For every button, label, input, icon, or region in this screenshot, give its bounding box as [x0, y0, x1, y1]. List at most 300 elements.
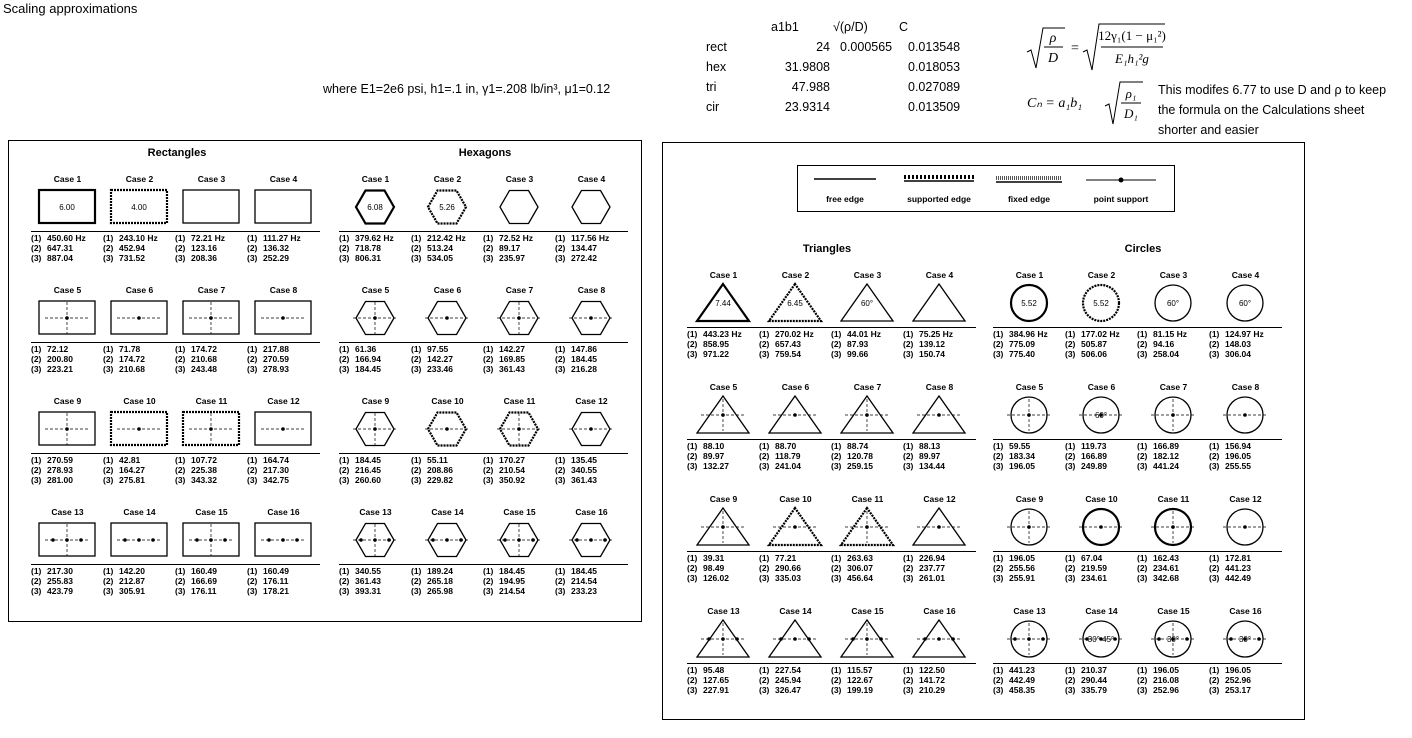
frequency-value: 290.66	[775, 563, 801, 573]
frequency-value: 89.97	[703, 451, 725, 461]
frequency-value: 119.73	[1081, 441, 1107, 451]
frequency-value: 223.21	[47, 364, 73, 374]
f2-lhs: Cₙ = a₁b₁	[1027, 96, 1083, 111]
frequency-value: 184.45	[571, 354, 597, 364]
shape-dimension: 60°	[860, 299, 874, 308]
legend-label: supported edge	[907, 194, 971, 204]
frequency-value: 162.43	[1153, 553, 1179, 563]
frequency-value: 505.87	[1081, 339, 1107, 349]
shape-dimension: 6.45	[787, 299, 803, 308]
case-label: Case 8	[577, 285, 606, 295]
row-a1b1: 24	[816, 40, 830, 54]
case-label: Case 9	[709, 494, 738, 504]
case-label: Case 6	[433, 285, 462, 295]
case-label: Case 7	[853, 382, 882, 392]
frequency-value: 42.81	[119, 455, 141, 465]
case-label: Case 5	[1015, 382, 1044, 392]
frequency-value: 718.78	[355, 243, 381, 253]
frequency-value: 214.54	[571, 576, 597, 586]
case-label: Case 8	[269, 285, 298, 295]
row-a1b1: 47.988	[791, 80, 830, 94]
shape-dimension: 5.26	[439, 203, 455, 212]
frequency-value: 229.82	[427, 475, 453, 485]
case-label: Case 1	[1015, 270, 1044, 280]
frequency-value: 166.89	[1153, 441, 1179, 451]
frequency-value: 134.47	[571, 243, 597, 253]
frequency-value: 278.93	[263, 364, 289, 374]
header-c: C	[899, 20, 909, 34]
legend-label: point support	[1093, 194, 1149, 204]
case-label: Case 4	[1231, 270, 1260, 280]
frequency-value: 217.88	[263, 344, 289, 354]
frequency-value: 255.55	[1225, 461, 1251, 471]
rect-hex-panel: Rectangles Hexagons Case 1 6.00 (1) 450.60 Hz (2) 647.31 (3) 887.04 Case 2 4.00 (1) 243.10 Hz (2) 452.94 (3) 731.52 Case 3 (1) 72.21 Hz (2) 123.16 (3) 208.36 Case 4 (1) 111.27 Hz (2) 136.32 (3) 252.29 Case 5 (1) 72.12 (2) 200.80 (3) 223.21 Case 6 (1) 71.78 (2) 174.72 (3) 210.68 Case 7 (1) 174.72 (2) 210.68 (3) 243.48 Case 8 (1) 217.88 (2) 270.59 (3) 278.93 Case 9 (1) 270.59 (2) 278.93 (3) 281.00 Case 10 (1) 42.81 (2) 164.27 (3) 275.81 Case 11 (1) 107.72 (2) 225.38 (3) 343.32 Case 12 (1) 164.74 (2) 217.30 (3) 342.75 Case 13 (1) 217.30 (2) 255.83 (3) 423.79 Case 14 (1) 142.20 (2) 212.87 (3) 305.91 Case 15 (1) 160.49 (2) 166.69 (3) 176.11 Case 16 (1) 160.49 (2) 176.11 (3) 178.21 Case 1 6.08 (1) 379.62 Hz (2) 718.78 (3) 806.31 Case 2 5.26 (1) 212.42 Hz (2) 513.24 (3) 534.05 Case 3 (1) 72.52 Hz (2) 89.17 (3) 235.97 Case 4 (1) 117.56 Hz (2) 134.47 (3) 272.42 Case 5 (1) 61.36 (2) 166.94 (3) 184.45 Case 6 (1) 97.55 (2) 142.27 (3) 233.46 Case 7 (1) 142.27 (2) 169.85 (3) 361.43 Case 8 (1) 147.86 (2) 184.45 (3) 216.28 Case 9 (1) 184.45 (2) 216.45 (3) 260.60 Case 10 (1) 55.11 (2) 208.86 (3) 229.82 Case 11 (1) 170.27 (2) 210.54 (3) 350.92 Case 12 (1) 135.45 (2) 340.55 (3) 361.43 Case 13 (1) 340.55 (2) 361.43 (3) 393.31 Case 14 (1) 189.24 (2) 265.18 (3) 265.98 Case 15 (1) 184.45 (2) 194.95 (3) 214.54 Case 16 (1) 184.45 (2) 214.54 (3) 233.23	[8, 140, 642, 622]
frequency-value: 89.97	[919, 451, 941, 461]
frequency-value: 261.01	[919, 573, 945, 583]
frequency-value: 450.60 Hz	[47, 233, 86, 243]
frequency-value: 775.40	[1009, 349, 1035, 359]
frequency-value: 111.27 Hz	[263, 233, 301, 243]
f2-den: D₁	[1124, 106, 1138, 121]
frequency-value: 858.95	[703, 339, 729, 349]
frequency-value: 88.74	[847, 441, 869, 451]
frequency-value: 210.54	[499, 465, 525, 475]
case-label: Case 15	[195, 507, 228, 517]
frequency-value: 361.43	[499, 364, 525, 374]
frequency-value: 252.29	[263, 253, 289, 263]
row-sqrt: 0.000565	[840, 40, 893, 54]
frequency-value: 442.49	[1225, 573, 1251, 583]
frequency-value: 260.60	[355, 475, 381, 485]
case-label: Case 14	[123, 507, 156, 517]
frequency-value: 255.56	[1009, 563, 1035, 573]
case-label: Case 10	[779, 494, 812, 504]
frequency-value: 212.42 Hz	[427, 233, 466, 243]
case-label: Case 12	[575, 396, 608, 406]
case-label: Case 7	[505, 285, 534, 295]
frequency-value: 806.31	[355, 253, 381, 263]
row-a1b1: 23.9314	[784, 100, 830, 114]
frequency-value: 245.94	[775, 675, 801, 685]
frequency-value: 147.86	[571, 344, 597, 354]
case-label: Case 5	[361, 285, 390, 295]
frequency-value: 335.03	[775, 573, 801, 583]
case-label: Case 3	[853, 270, 882, 280]
frequency-value: 196.05	[1153, 665, 1179, 675]
frequency-value: 160.49	[191, 566, 217, 576]
frequency-value: 174.72	[119, 354, 145, 364]
case-label: Case 12	[923, 494, 956, 504]
case-label: Case 12	[1229, 494, 1262, 504]
case-label: Case 12	[267, 396, 300, 406]
case-label: Case 9	[1015, 494, 1044, 504]
frequency-value: 456.64	[847, 573, 873, 583]
frequency-value: 120.78	[847, 451, 873, 461]
frequency-value: 132.27	[703, 461, 729, 471]
frequency-value: 71.78	[119, 344, 141, 354]
case-label: Case 11	[851, 494, 884, 504]
frequency-value: 141.72	[919, 675, 945, 685]
frequency-value: 196.05	[1009, 461, 1035, 471]
frequency-value: 731.52	[119, 253, 145, 263]
frequency-value: 278.93	[47, 465, 73, 475]
frequency-value: 172.81	[1225, 553, 1251, 563]
case-label: Case 4	[269, 174, 298, 184]
shape-dimension: 60°	[1166, 299, 1180, 308]
frequency-value: 156.94	[1225, 441, 1251, 451]
frequency-value: 441.24	[1153, 461, 1179, 471]
frequency-value: 227.54	[775, 665, 801, 675]
case-label: Case 3	[1159, 270, 1188, 280]
frequency-value: 135.45	[571, 455, 597, 465]
case-label: Case 13	[51, 507, 84, 517]
frequency-value: 122.50	[919, 665, 945, 675]
edge-legend	[797, 165, 1175, 212]
frequency-value: 59.55	[1009, 441, 1031, 451]
case-label: Case 11	[503, 396, 536, 406]
frequency-value: 176.11	[263, 576, 289, 586]
case-label: Case 10	[431, 396, 464, 406]
frequency-value: 241.04	[775, 461, 801, 471]
frequency-value: 142.20	[119, 566, 145, 576]
legend-label: free edge	[826, 194, 864, 204]
f1-lhs-den: D	[1047, 51, 1059, 66]
frequency-value: 176.11	[191, 586, 217, 596]
row-c: 0.027089	[908, 80, 961, 94]
case-label: Case 2	[125, 174, 154, 184]
case-label: Case 14	[1085, 606, 1118, 616]
frequency-value: 270.59	[263, 354, 289, 364]
case-label: Case 6	[781, 382, 810, 392]
case-label: Case 5	[53, 285, 82, 295]
case-label: Case 2	[433, 174, 462, 184]
frequency-value: 305.91	[119, 586, 145, 596]
frequency-value: 115.57	[847, 665, 873, 675]
formula-frequency-coefficient	[1025, 78, 1150, 128]
shape-dimension: 6.00	[59, 203, 75, 212]
frequency-value: 243.10 Hz	[119, 233, 158, 243]
f2-num: ρ₁	[1125, 86, 1137, 101]
case-label: Case 3	[505, 174, 534, 184]
case-label: Case 13	[1013, 606, 1046, 616]
where-text: where E1=2e6 psi, h1=.1 in, γ1=.208 lb/in³, μ1=0.12	[323, 82, 611, 96]
frequency-value: 216.28	[571, 364, 597, 374]
frequency-value: 340.55	[355, 566, 381, 576]
case-label: Case 2	[781, 270, 810, 280]
case-label: Case 5	[709, 382, 738, 392]
frequency-value: 166.94	[355, 354, 381, 364]
frequency-value: 243.48	[191, 364, 217, 374]
frequency-value: 183.34	[1009, 451, 1035, 461]
case-label: Case 9	[361, 396, 390, 406]
frequency-value: 443.23 Hz	[703, 329, 742, 339]
frequency-value: 225.38	[191, 465, 217, 475]
panel-title-rectangles: Rectangles	[147, 147, 207, 159]
case-label: Case 11	[195, 396, 228, 406]
panel-title-triangles: Triangles	[802, 243, 852, 255]
frequency-value: 217.30	[263, 465, 289, 475]
frequency-value: 647.31	[47, 243, 73, 253]
frequency-value: 61.36	[355, 344, 377, 354]
frequency-value: 506.06	[1081, 349, 1107, 359]
frequency-value: 216.45	[355, 465, 381, 475]
frequency-value: 164.27	[119, 465, 145, 475]
case-label: Case 7	[197, 285, 226, 295]
frequency-value: 290.44	[1081, 675, 1107, 685]
frequency-value: 265.18	[427, 576, 453, 586]
case-label: Case 10	[1085, 494, 1118, 504]
frequency-value: 200.80	[47, 354, 73, 364]
legend-supported-edge	[894, 172, 984, 204]
legend-fixed-edge	[984, 172, 1074, 204]
frequency-value: 94.16	[1153, 339, 1175, 349]
legend-point-support	[1076, 172, 1166, 204]
frequency-value: 174.72	[191, 344, 217, 354]
frequency-value: 148.03	[1225, 339, 1251, 349]
frequency-value: 142.27	[499, 344, 525, 354]
frequency-value: 89.17	[499, 243, 521, 253]
frequency-value: 127.65	[703, 675, 729, 685]
frequency-value: 252.96	[1153, 685, 1179, 695]
frequency-value: 208.86	[427, 465, 453, 475]
tri-cir-panel: Triangles Circles Case 1 7.44 (1) 443.23 Hz (2) 858.95 (3) 971.22 Case 2 6.45 (1) 270.02 Hz (2) 657.43 (3) 759.54 Case 3 60° (1) 44.01 Hz (2) 87.93 (3) 99.66 Case 4 (1) 75.25 Hz (2) 139.12 (3) 150.74 Case 5 (1) 88.10 (2) 89.97 (3) 132.27 Case 6 (1) 88.70 (2) 118.79 (3) 241.04 Case 7 (1) 88.74 (2) 120.78 (3) 259.15 Case 8 (1) 88.13 (2) 89.97 (3) 134.44 Case 9 (1) 39.31 (2) 98.49 (3) 126.02 Case 10 (1) 77.21 (2) 290.66 (3) 335.03 Case 11 (1) 263.63 (2) 306.07 (3) 456.64 Case 12 (1) 226.94 (2) 237.77 (3) 261.01 Case 13 (1) 95.48 (2) 127.65 (3) 227.91 Case 14 (1) 227.54 (2) 245.94 (3) 326.47 Case 15 (1) 115.57 (2) 122.67 (3) 199.19 Case 16 (1) 122.50 (2) 141.72 (3) 210.29 Case 1 5.52 (1) 384.96 Hz (2) 775.09 (3) 775.40 Case 2 5.52 (1) 177.02 Hz (2) 505.87 (3) 506.06 Case 3 60° (1) 81.15 Hz (2) 94.16 (3) 258.04 Case 4 60° (1) 124.97 Hz (2) 148.03 (3) 306.04 Case 5 (1) 59.55 (2) 183.34 (3) 196.05 Case 6 60° (1) 119.73 (2) 166.89 (3) 249.89 Case 7 (1) 166.89 (2) 182.12 (3) 441.24 Case 8 (1) 156.94 (2) 196.05 (3) 255.55 Case 9 (1) 196.05 (2) 255.56 (3) 255.91 Case 10 (1) 67.04 (2) 219.59 (3) 234.61 Case 11 (1) 162.43 (2) 234.61 (3) 342.68 Case 12 (1) 172.81 (2) 441.23 (3) 442.49 Case 13 (1) 441.23 (2) 442.49 (3) 458.35 Case 14 30° 45° (1) 210.37 (2) 290.44 (3) 335.79 Case 15 30° (1) 196.05 (2) 216.08 (3) 252.96 Case 16 30° (1) 196.05 (2) 252.96 (3) 253.17	[662, 142, 1305, 720]
frequency-value: 259.15	[847, 461, 873, 471]
frequency-value: 258.04	[1153, 349, 1179, 359]
frequency-value: 123.16	[191, 243, 217, 253]
frequency-value: 263.63	[847, 553, 873, 563]
case-label: Case 10	[123, 396, 156, 406]
frequency-value: 281.00	[47, 475, 73, 485]
frequency-value: 775.09	[1009, 339, 1035, 349]
case-label: Case 15	[1157, 606, 1190, 616]
frequency-value: 306.07	[847, 563, 873, 573]
case-label: Case 14	[779, 606, 812, 616]
case-label: Case 15	[503, 507, 536, 517]
frequency-value: 189.24	[427, 566, 453, 576]
note-text: This modifes 6.77 to use D and ρ to keep the formula on the Calculations sheet shorter and easier	[1158, 83, 1387, 137]
frequency-value: 452.94	[119, 243, 145, 253]
frequency-value: 343.32	[191, 475, 217, 485]
frequency-value: 384.96 Hz	[1009, 329, 1048, 339]
frequency-value: 88.13	[919, 441, 941, 451]
case-label: Case 11	[1157, 494, 1190, 504]
f1-lhs-num: ρ	[1049, 31, 1057, 46]
case-label: Case 8	[925, 382, 954, 392]
frequency-value: 136.32	[263, 243, 289, 253]
frequency-value: 441.23	[1009, 665, 1035, 675]
case-label: Case 6	[125, 285, 154, 295]
frequency-value: 275.81	[119, 475, 145, 485]
frequency-value: 442.49	[1009, 675, 1035, 685]
frequency-value: 55.11	[427, 455, 448, 465]
row-label: rect	[706, 40, 727, 54]
frequency-value: 210.37	[1081, 665, 1107, 675]
svg-text:=: =	[1071, 41, 1079, 56]
row-a1b1: 31.9808	[784, 60, 830, 74]
frequency-value: 150.74	[919, 349, 945, 359]
case-label: Case 1	[709, 270, 738, 280]
frequency-value: 107.72	[191, 455, 217, 465]
case-label: Case 16	[575, 507, 608, 517]
frequency-value: 212.87	[119, 576, 145, 586]
frequency-value: 270.59	[47, 455, 73, 465]
frequency-value: 234.61	[1153, 563, 1179, 573]
row-label: tri	[706, 80, 717, 94]
frequency-value: 184.45	[499, 566, 525, 576]
frequency-value: 226.94	[919, 553, 945, 563]
case-label: Case 1	[53, 174, 82, 184]
frequency-value: 77.21	[775, 553, 797, 563]
frequency-value: 81.15 Hz	[1153, 329, 1188, 339]
legend-label: fixed edge	[1007, 194, 1051, 204]
frequency-value: 166.69	[191, 576, 217, 586]
frequency-value: 97.55	[427, 344, 449, 354]
frequency-value: 971.22	[703, 349, 729, 359]
frequency-value: 99.66	[847, 349, 869, 359]
frequency-value: 335.79	[1081, 685, 1107, 695]
panel-title-hexagons: Hexagons	[458, 147, 512, 159]
frequency-value: 233.46	[427, 364, 453, 374]
shape-dimension: 6.08	[367, 203, 383, 212]
frequency-value: 216.08	[1153, 675, 1179, 685]
formula-density-stiffness	[1025, 22, 1175, 74]
frequency-value: 441.23	[1225, 563, 1251, 573]
frequency-value: 423.79	[47, 586, 73, 596]
frequency-value: 177.02 Hz	[1081, 329, 1120, 339]
shape-dimension: 5.52	[1021, 299, 1037, 308]
frequency-value: 164.74	[263, 455, 289, 465]
frequency-value: 306.04	[1225, 349, 1251, 359]
frequency-value: 252.96	[1225, 675, 1251, 685]
case-label: Case 16	[1229, 606, 1262, 616]
frequency-value: 72.52 Hz	[499, 233, 534, 243]
case-label: Case 6	[1087, 382, 1116, 392]
frequency-value: 265.98	[427, 586, 453, 596]
frequency-value: 255.83	[47, 576, 73, 586]
frequency-value: 272.42	[571, 253, 597, 263]
frequency-value: 95.48	[703, 665, 725, 675]
shape-dimension: 5.52	[1093, 299, 1109, 308]
header-sqrt: √(ρ/D)	[833, 20, 868, 34]
frequency-value: 657.43	[775, 339, 801, 349]
frequency-value: 75.25 Hz	[919, 329, 954, 339]
frequency-value: 210.29	[919, 685, 945, 695]
frequency-value: 219.59	[1081, 563, 1107, 573]
frequency-value: 178.21	[263, 586, 289, 596]
frequency-value: 124.97 Hz	[1225, 329, 1264, 339]
frequency-value: 253.17	[1225, 685, 1251, 695]
shape-dimension: 60°	[1094, 411, 1108, 420]
frequency-value: 208.36	[191, 253, 217, 263]
case-label: Case 4	[925, 270, 954, 280]
case-label: Case 16	[923, 606, 956, 616]
frequency-value: 249.89	[1081, 461, 1107, 471]
frequency-value: 39.31	[703, 553, 725, 563]
frequency-value: 139.12	[919, 339, 945, 349]
frequency-value: 184.45	[571, 566, 597, 576]
frequency-value: 182.12	[1153, 451, 1179, 461]
frequency-value: 67.04	[1081, 553, 1103, 563]
case-label: Case 4	[577, 174, 606, 184]
frequency-value: 326.47	[775, 685, 801, 695]
shape-dimension: 7.44	[715, 299, 731, 308]
frequency-value: 235.97	[499, 253, 525, 263]
frequency-value: 184.45	[355, 455, 381, 465]
header-a1b1: a1b1	[771, 20, 799, 34]
case-label: Case 7	[1159, 382, 1188, 392]
case-label: Case 15	[851, 606, 884, 616]
frequency-value: 210.68	[119, 364, 145, 374]
frequency-value: 196.05	[1225, 665, 1251, 675]
row-c: 0.013509	[908, 100, 961, 114]
case-label: Case 8	[1231, 382, 1260, 392]
frequency-value: 88.10	[703, 441, 725, 451]
case-label: Case 3	[197, 174, 226, 184]
frequency-value: 233.23	[571, 586, 597, 596]
frequency-value: 117.56 Hz	[571, 233, 610, 243]
row-c: 0.013548	[908, 40, 961, 54]
frequency-value: 342.68	[1153, 573, 1179, 583]
case-label: Case 2	[1087, 270, 1116, 280]
frequency-value: 98.49	[703, 563, 725, 573]
frequency-value: 194.95	[499, 576, 525, 586]
row-c: 0.018053	[908, 60, 961, 74]
frequency-value: 237.77	[919, 563, 945, 573]
frequency-value: 393.31	[355, 586, 381, 596]
row-label: hex	[706, 60, 727, 74]
frequency-value: 361.43	[571, 475, 597, 485]
sheet-title: Scaling approximations	[3, 1, 138, 16]
case-label: Case 16	[267, 507, 300, 517]
case-label: Case 13	[707, 606, 740, 616]
frequency-value: 227.91	[703, 685, 729, 695]
case-label: Case 9	[53, 396, 82, 406]
legend-free-edge	[800, 172, 890, 204]
frequency-value: 458.35	[1009, 685, 1035, 695]
frequency-value: 170.27	[499, 455, 525, 465]
frequency-value: 72.21 Hz	[191, 233, 226, 243]
frequency-value: 169.85	[499, 354, 525, 364]
frequency-value: 72.12	[47, 344, 69, 354]
row-label: cir	[706, 100, 720, 114]
frequency-value: 340.55	[571, 465, 597, 475]
frequency-value: 270.02 Hz	[775, 329, 814, 339]
frequency-value: 88.70	[775, 441, 797, 451]
frequency-value: 342.75	[263, 475, 289, 485]
case-label: Case 1	[361, 174, 390, 184]
frequency-value: 210.68	[191, 354, 217, 364]
frequency-value: 166.89	[1081, 451, 1107, 461]
frequency-value: 126.02	[703, 573, 729, 583]
case-label: Case 13	[359, 507, 392, 517]
frequency-value: 534.05	[427, 253, 453, 263]
shape-dimension: 30° 45°	[1087, 635, 1115, 644]
frequency-value: 350.92	[499, 475, 525, 485]
frequency-value: 196.05	[1009, 553, 1035, 563]
frequency-value: 513.24	[427, 243, 453, 253]
frequency-value: 255.91	[1009, 573, 1035, 583]
frequency-value: 134.44	[919, 461, 945, 471]
frequency-value: 122.67	[847, 675, 873, 685]
frequency-value: 361.43	[355, 576, 381, 586]
frequency-value: 160.49	[263, 566, 289, 576]
case-label: Case 14	[431, 507, 464, 517]
frequency-value: 234.61	[1081, 573, 1107, 583]
frequency-value: 87.93	[847, 339, 869, 349]
frequency-value: 217.30	[47, 566, 73, 576]
f1-rhs-den: E₁h₁²g	[1115, 51, 1149, 66]
shape-dimension: 4.00	[131, 203, 147, 212]
